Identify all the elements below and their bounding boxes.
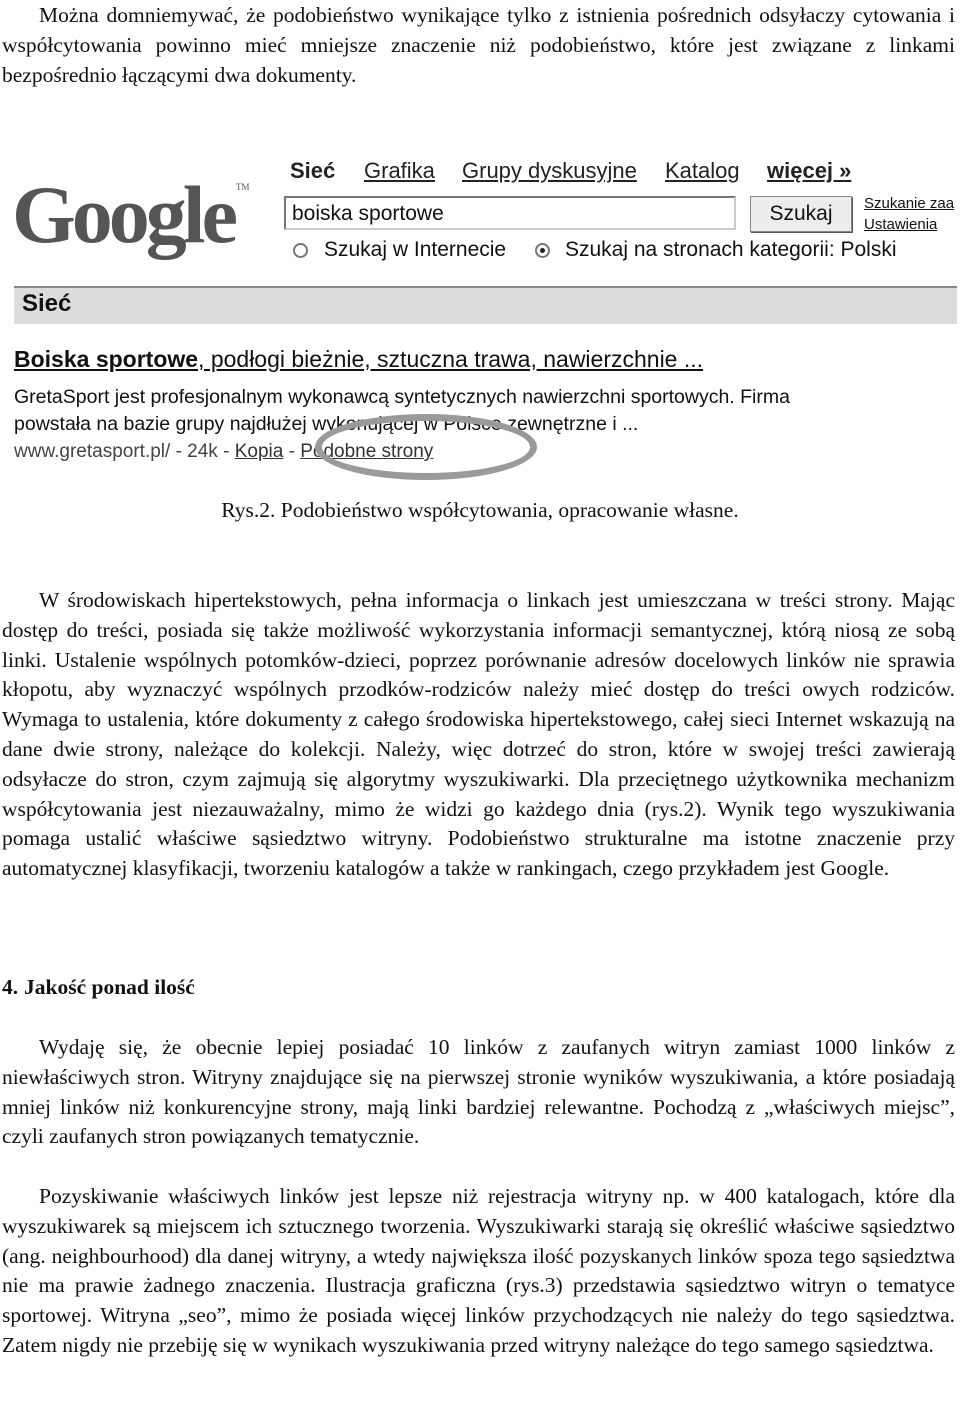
highlight-circle — [315, 414, 537, 480]
paragraph-quality: Wydaję się, że obecnie lepiej posiadać 10 linków z zaufanych witryn zamiast 1000 linków z niewłaściwych stron. Witryny znajdujące się na pierwszej stronie wyników wyszukiwania, a które posiadają mniej linków niż konkurencyjne strony, mają linki bardziej relewantne. Pochodzą z „właściwych miejsc”, czyli zaufanych stron powiązanych tematycznie. — [2, 1035, 955, 1149]
result-snippet-line2: powstała na bazie grupy najdłużej wykonującej w Polsce zewnętrzne i ... — [14, 413, 639, 435]
radio-category-label: Szukaj na stronach kategorii: Polski — [565, 238, 897, 261]
radio-web[interactable] — [293, 243, 308, 258]
search-input[interactable]: boiska sportowe — [284, 196, 736, 230]
nav-tab-web: Sieć — [290, 158, 336, 183]
search-button[interactable]: Szukaj — [750, 196, 852, 232]
nav-more[interactable]: więcej » — [767, 158, 852, 183]
nav-tab-images[interactable]: Grafika — [364, 158, 435, 183]
cached-link[interactable]: Kopia — [234, 441, 284, 462]
results-header-band — [14, 286, 957, 324]
result-snippet-line1: GretaSport jest profesjonalnym wykonawcą syntetycznych nawierzchni sportowych. Firma — [14, 386, 790, 408]
section-heading: 4. Jakość ponad ilość — [2, 975, 195, 999]
google-screenshot-figure — [2, 140, 957, 490]
result-title-link[interactable]: Boiska sportowe, podłogi bieżnie, sztuczna trawa, nawierzchnie ... — [14, 346, 704, 372]
nav-tab-directory[interactable]: Katalog — [665, 158, 740, 183]
nav-tab-groups[interactable]: Grupy dyskusyjne — [462, 158, 637, 183]
results-header-label: Sieć — [22, 290, 72, 317]
paragraph-links: Pozyskiwanie właściwych linków jest lepsze niż rejestracja witryny np. w 400 katalogach, które dla wyszukiwarek są miejscem ich sztucznego tworzenia. Wyszukiwarki starają się określić właściwe sąsiedztwo (ang. neighbourhood) dla danej witryny, a wtedy największa ilość pozyskanych linków spoza tego sąsiedztwa nie ma prawie żadnego znaczenia. Ilustracja graficzna (rys.3) przedstawia sąsiedztwo witryn o tematyce sportowej. Witryna „seo”, mimo że posiada więcej linków przychodzących nie należy do tego sąsiedztwa. Zatem nigdy nie przebiję się w wynikach wyszukiwania przed witryny należące do tego samego sąsiedztwa. — [2, 1184, 955, 1357]
figure-caption: Rys.2. Podobieństwo współcytowania, opracowanie własne. — [221, 498, 739, 522]
paragraph-intro: Można domniemywać, że podobieństwo wynikające tylko z istnienia pośrednich odsyłaczy cytowania i współcytowania powinno mieć mniejsze znaczenie niż podobieństwo, które jest związane z linkami bezpośrednio łączącymi dwa dokumenty. — [2, 3, 955, 87]
radio-category[interactable] — [535, 243, 550, 258]
paragraph-hypertext: W środowiskach hipertekstowych, pełna informacja o linkach jest umieszczana w treści strony. Mając dostęp do treści, posiada się także możliwość wykorzystania informacji semantycznej, którą niosą ze sobą linki. Ustalenie wspólnych potomków-dzieci, poprzez porównanie adresów docelowych linków nie sprawia kłopotu, aby wyznaczyć wspólnych przodków-rodziców należy mieć dostęp do treści owych rodziców. Wymaga to ustalenia, które dokumenty z całego środowiska hipertekstowego, całej sieci Internet wskazują na dane dwie strony, należące do kolekcji. Należy, więc dotrzeć do stron, które w swojej treści zawierają odsyłacze do stron, czym zajmują się algorytmy wyszukiwarki. Dla przeciętnego użytkownika mechanizm współcytowania jest niezauważalny, mimo że widzi go każdego dnia (rys.2). Wynik tego wyszukiwania pomaga ustalić właściwe sąsiedztwo witryny. Podobieństwo strukturalne ma istotne znaczenie przy automatycznej klasyfikacji, tworzeniu katalogów a także w rankingach, czego przykładem jest Google. — [2, 588, 955, 881]
result-url-line: www.gretasport.pl/ - 24k - Kopia - Podobne strony — [14, 441, 434, 462]
similar-pages-link[interactable]: Podobne strony — [300, 441, 434, 462]
advanced-search-link[interactable]: Szukanie zaa — [864, 195, 955, 212]
result-url: www.gretasport.pl/ - 24k - — [14, 441, 235, 462]
settings-link[interactable]: Ustawienia — [864, 216, 938, 233]
google-logo: Google ™ — [12, 169, 250, 260]
radio-web-label: Szukaj w Internecie — [324, 238, 507, 261]
